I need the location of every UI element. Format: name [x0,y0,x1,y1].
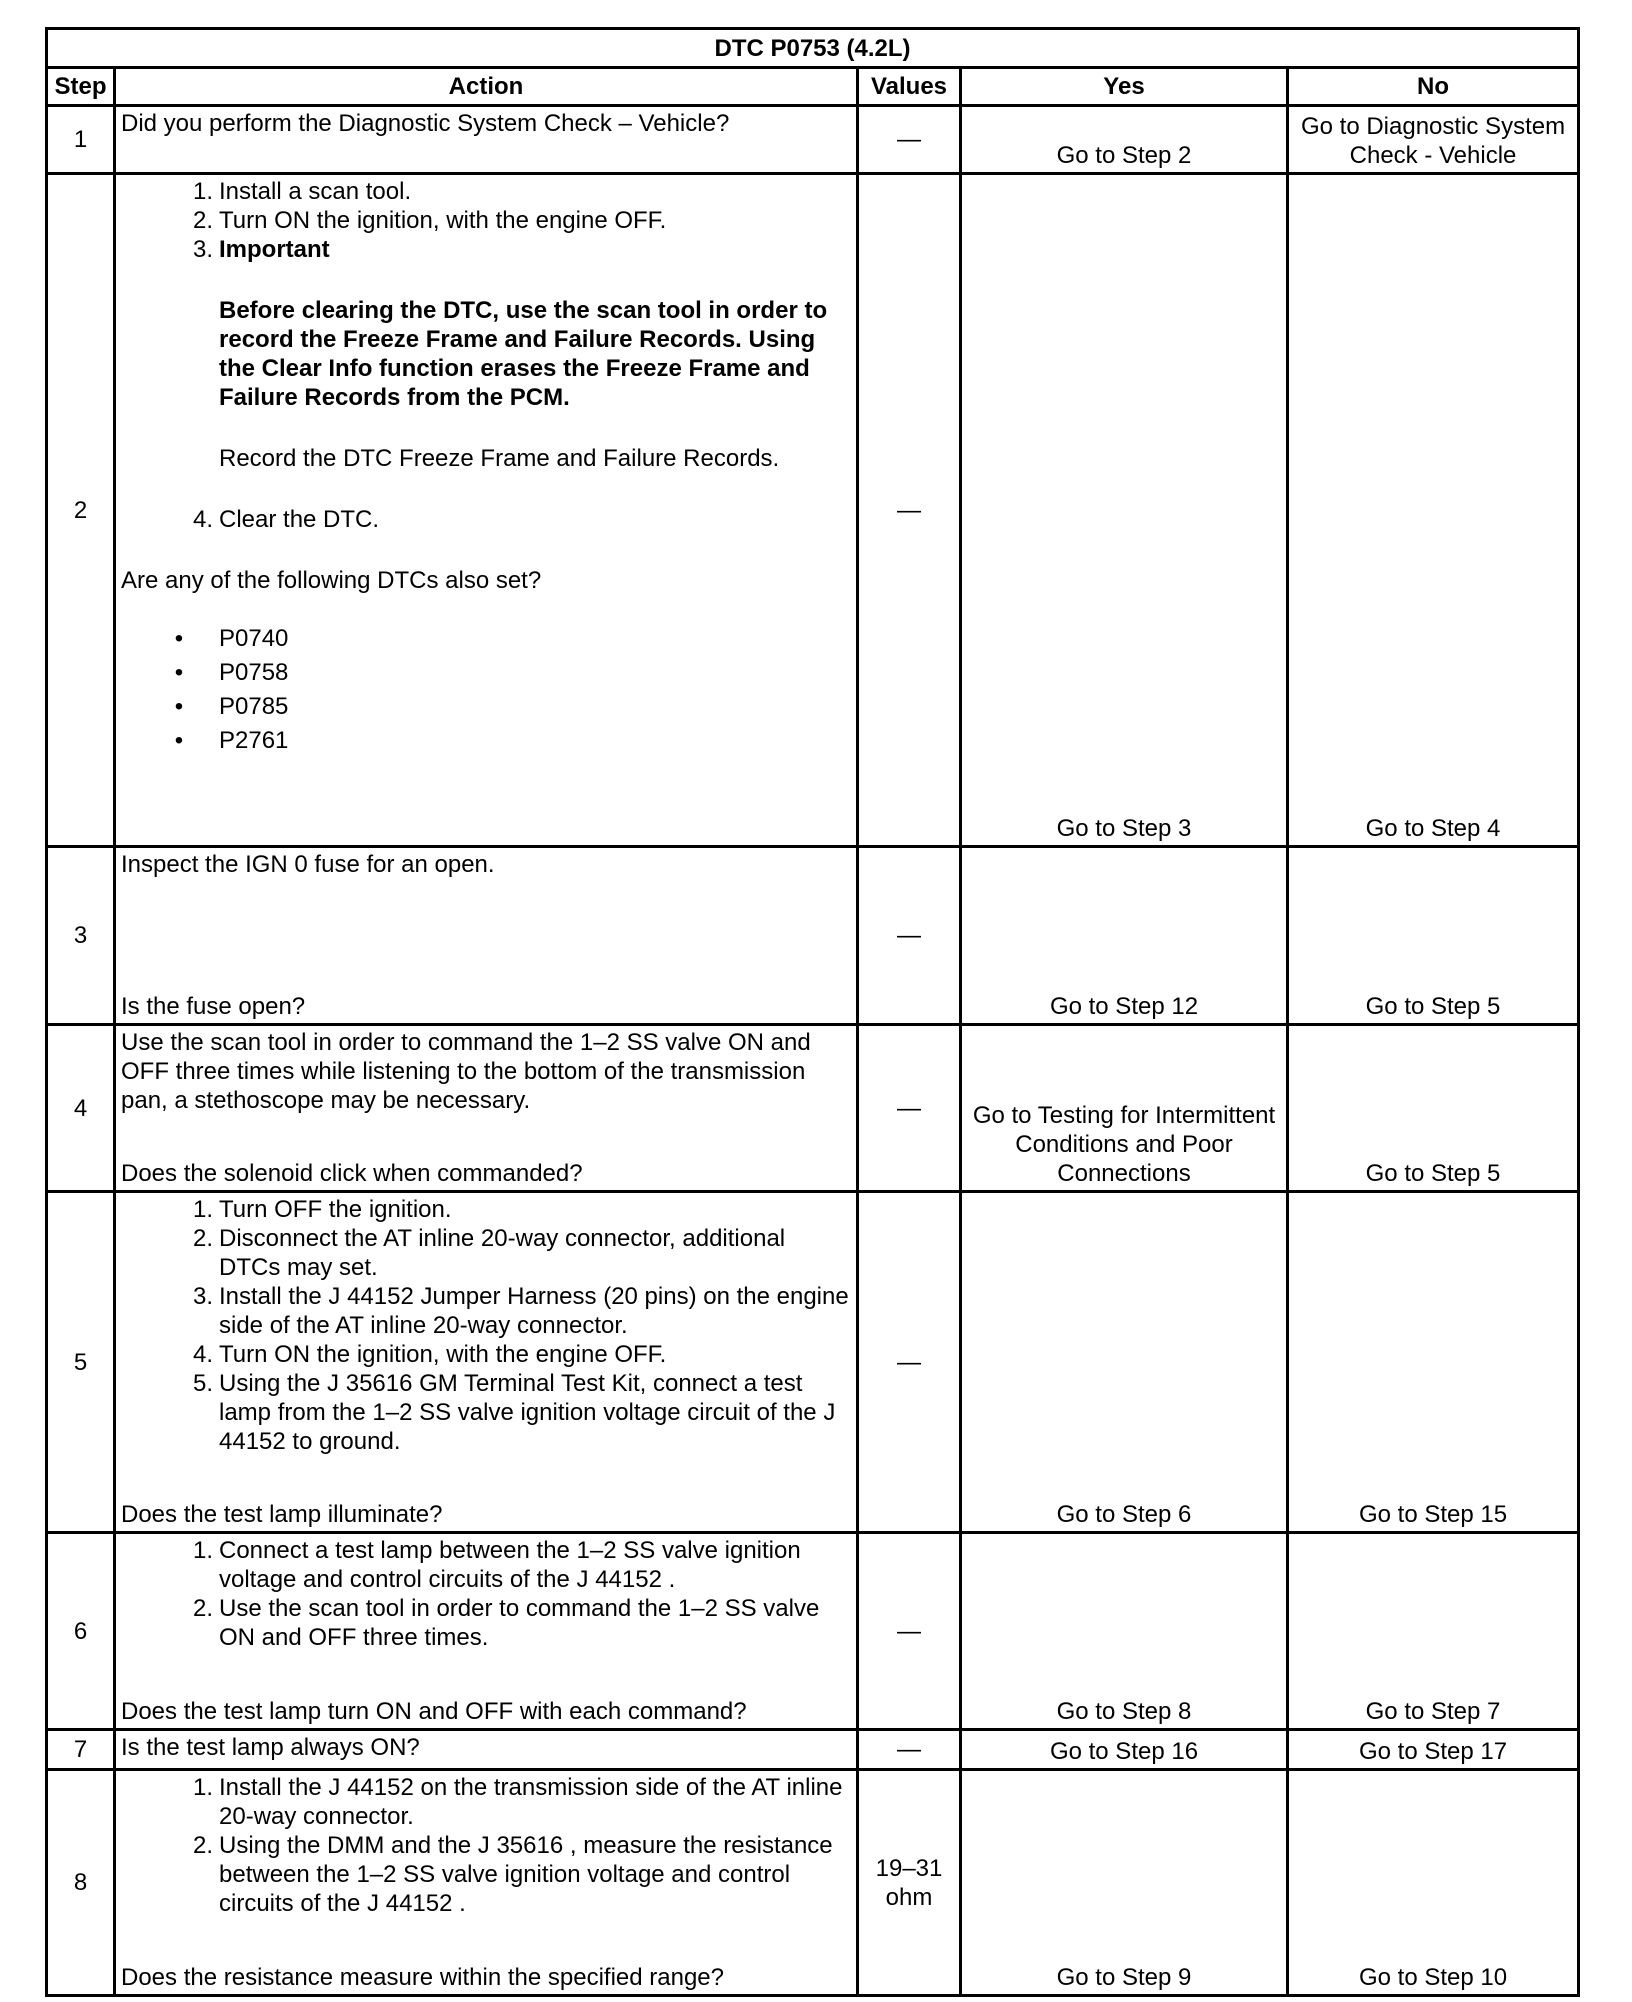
table-row [47,174,1579,847]
list-item: 4. Turn ON the ignition, with the engine OFF. [192,1341,667,1368]
no-cell: Go to Step 15 [1288,1192,1579,1533]
diagnostic-table [45,27,1580,1997]
table-row [47,847,1579,1025]
question-text: Does the resistance measure within the specified range? [121,1964,724,1991]
dtc-list [121,621,851,757]
title-row [47,29,1579,68]
resistance-range: 19–31 ohm [875,1854,943,1911]
action-cell [115,1533,858,1730]
list-item: 5. Using the J 35616 GM Terminal Test Kit, connect a test lamp from the 1–2 SS valve ignition voltage circuit of the J 44152 to ground. [192,1370,836,1455]
record-instruction: Record the DTC Freeze Frame and Failure Records. [219,445,780,472]
yes-cell: Go to Step 12 [961,847,1288,1025]
list-item: 2. Turn ON the ignition, with the engine OFF. [192,207,667,234]
action-text: Is the test lamp always ON? [115,1730,858,1770]
yes-cell: Go to Step 2 [961,106,1288,174]
yes-cell: Go to Step 3 [961,174,1288,847]
header-yes: Yes [961,68,1288,106]
no-cell: Go to Diagnostic System Check - Vehicle [1288,106,1579,174]
action-cell [115,847,858,1025]
table-row [47,1025,1579,1192]
list-item: 2. Disconnect the AT inline 20-way connector, additional DTCs may set. [192,1225,786,1281]
value-cell: — [858,1533,961,1730]
list-item: 1. Install the J 44152 on the transmission side of the AT inline 20-way connector. [192,1774,843,1830]
yes-cell: Go to Step 8 [961,1533,1288,1730]
step-list [121,1773,851,1918]
table-row [47,1533,1579,1730]
question-text: Does the test lamp turn ON and OFF with each command? [121,1698,747,1725]
step-number: 5 [47,1192,115,1533]
value-cell: — [858,106,961,174]
header-no: No [1288,68,1579,106]
no-cell: Go to Step 10 [1288,1770,1579,1996]
list-item: • P2761 [174,726,289,754]
list-item: 1. Install a scan tool. [192,178,412,205]
action-text: Did you perform the Diagnostic System Check – Vehicle? [115,106,858,174]
no-cell: Go to Step 5 [1288,847,1579,1025]
header-row [47,68,1579,106]
yes-cell: Go to Step 16 [961,1730,1288,1770]
step-number: 8 [47,1770,115,1996]
value-cell: — [858,174,961,847]
table-row [47,1192,1579,1533]
step-number: 7 [47,1730,115,1770]
value-cell: — [858,847,961,1025]
list-item: 2. Using the DMM and the J 35616 , measure the resistance between the 1–2 SS valve ignition voltage and control circuits of the J 44152 . [192,1832,833,1917]
no-cell: Go to Step 7 [1288,1533,1579,1730]
list-item: 4. Clear the DTC. [192,506,380,533]
table-row [47,106,1579,174]
step-number: 3 [47,847,115,1025]
list-item: • P0758 [174,658,289,686]
value-cell [858,1770,961,1996]
list-item: 2. Use the scan tool in order to command the 1–2 SS valve ON and OFF three times. [192,1595,820,1651]
action-text: Use the scan tool in order to command the 1–2 SS valve ON and OFF three times while listening to the bottom of the transmission pan, a stethoscope may be necessary. [121,1029,811,1114]
no-cell: Go to Step 4 [1288,174,1579,847]
step-number: 4 [47,1025,115,1192]
question-text: Are any of the following DTCs also set? [121,567,542,594]
value-cell: — [858,1730,961,1770]
step-number: 1 [47,106,115,174]
question-text: Is the fuse open? [121,993,306,1020]
step-number: 6 [47,1533,115,1730]
yes-cell: Go to Testing for Intermittent Conditions and Poor Connections [961,1025,1288,1192]
step-list [121,1195,851,1456]
step-number: 2 [47,174,115,847]
yes-cell: Go to Step 6 [961,1192,1288,1533]
value-cell: — [858,1192,961,1533]
list-item: 3. Install the J 44152 Jumper Harness (20 pins) on the engine side of the AT inline 20-way connector. [192,1283,849,1339]
action-cell [115,1770,858,1996]
list-item: 3. Important [192,236,330,263]
yes-cell: Go to Step 9 [961,1770,1288,1996]
question-text: Does the solenoid click when commanded? [121,1160,583,1187]
list-item: • P0740 [174,624,289,652]
important-note: Before clearing the DTC, use the scan tool in order to record the Freeze Frame and Failure Records. Using the Clear Info function erases the Freeze Frame and Failure Records from the PCM. [219,297,828,411]
action-cell [115,174,858,847]
step-list [121,177,851,264]
table-row [47,1730,1579,1770]
no-cell: Go to Step 5 [1288,1025,1579,1192]
header-values: Values [858,68,961,106]
no-cell: Go to Step 17 [1288,1730,1579,1770]
action-cell [115,1192,858,1533]
step-list [121,1536,851,1652]
step-list [121,505,851,534]
list-item: 1. Connect a test lamp between the 1–2 SS valve ignition voltage and control circuits of the J 44152 . [192,1537,801,1593]
question-text: Does the test lamp illuminate? [121,1501,443,1528]
header-action: Action [115,68,858,106]
table-row [47,1770,1579,1996]
list-item: 1. Turn OFF the ignition. [192,1196,452,1223]
value-cell: — [858,1025,961,1192]
action-text: Inspect the IGN 0 fuse for an open. [121,851,495,878]
action-cell [115,1025,858,1192]
list-item: • P0785 [174,692,289,720]
table-title: DTC P0753 (4.2L) [47,29,1579,68]
header-step: Step [47,68,115,106]
